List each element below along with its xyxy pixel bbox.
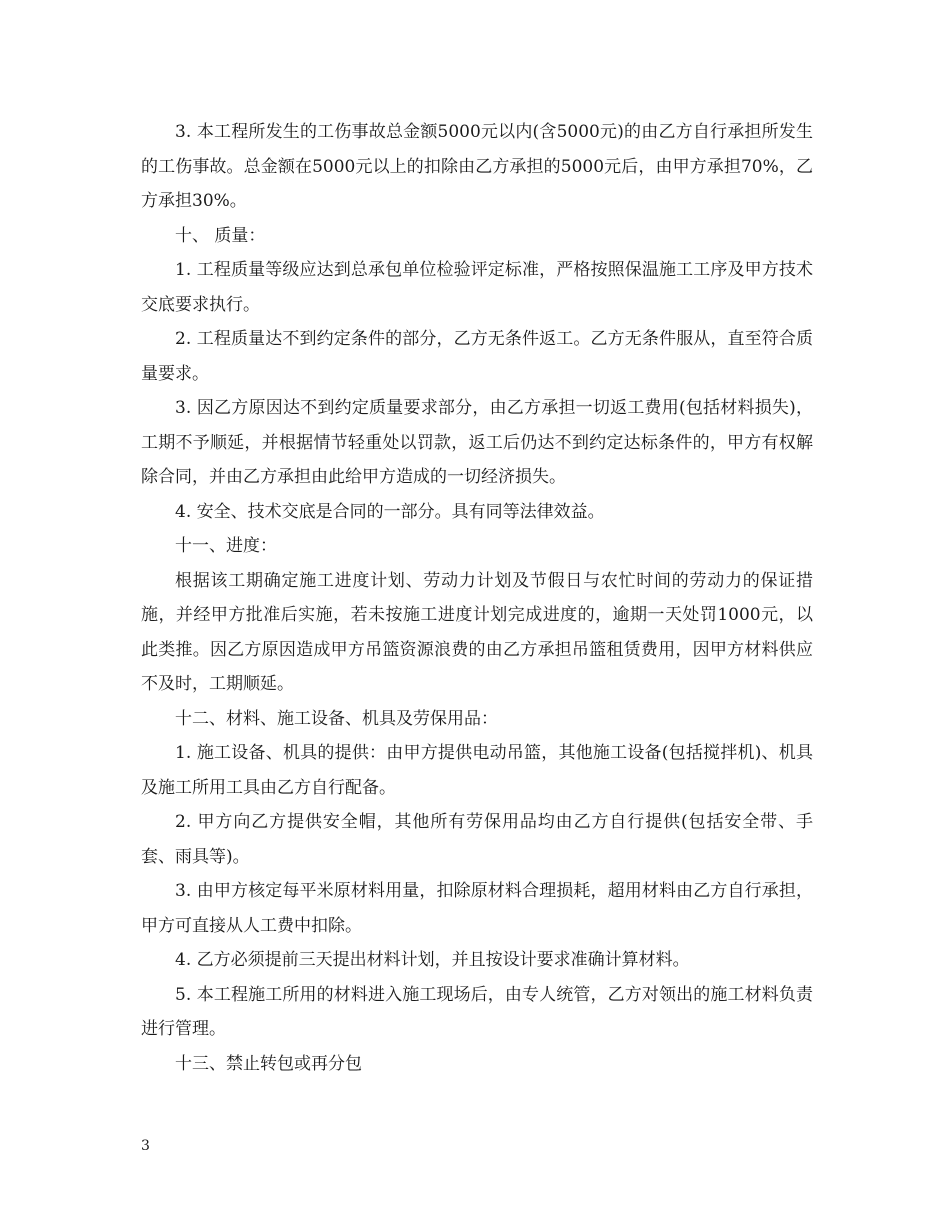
paragraph-safety-briefing: 4. 安全、技术交底是合同的一部分。具有同等法律效益。 <box>175 501 605 522</box>
paragraph-material-plan: 4. 乙方必须提前三天提出材料计划，并且按设计要求准确计算材料。 <box>175 950 690 970</box>
paragraph-quality-rework: 2. 工程质量达不到约定条件的部分，乙方无条件返工。乙方无条件服从，直至符合质量要求。 <box>141 329 813 384</box>
section-heading-subcontracting: 十三、禁止转包或再分包 <box>175 1053 362 1074</box>
paragraph-material-usage: 3. 由甲方核定每平米原材料用量，扣除原材料合理损耗，超用材料由乙方自行承担，甲方可直接从人工费中扣除。 <box>141 881 813 936</box>
section-heading-quality: 十、 质量： <box>175 225 266 246</box>
section-heading-schedule: 十一、进度： <box>175 536 277 556</box>
section-heading-materials: 十二、材料、施工设备、机具及劳保用品： <box>175 708 498 729</box>
page-number: 3 <box>141 1138 150 1154</box>
paragraph-injury-liability: 3. 本工程所发生的工伤事故总金额5000元以内(含5000元)的由乙方自行承担所发生的工伤事故。总金额在5000元以上的扣除由乙方承担的5000元后，由甲方承担70%，乙方承担30%。 <box>141 122 813 211</box>
document-body <box>141 115 813 1081</box>
paragraph-protective-gear: 2. 甲方向乙方提供安全帽，其他所有劳保用品均由乙方自行提供(包括安全带、手套、雨具等)。 <box>141 812 813 867</box>
paragraph-schedule-terms: 根据该工期确定施工进度计划、劳动力计划及节假日与农忙时间的劳动力的保证措施，并经甲方批准后实施，若未按施工进度计划完成进度的，逾期一天处罚1000元，以此类推。因乙方原因造成甲方吊篮资源浪费的由乙方承担吊篮租赁费用，因甲方材料供应不及时，工期顺延。 <box>141 570 813 694</box>
paragraph-quality-penalty: 3. 因乙方原因达不到约定质量要求部分，由乙方承担一切返工费用(包括材料损失)，工期不予顺延，并根据情节轻重处以罚款，返工后仍达不到约定达标条件的，甲方有权解除合同，并由乙方承担由此给甲方造成的一切经济损失。 <box>141 398 813 487</box>
paragraph-equipment-supply: 1. 施工设备、机具的提供：由甲方提供电动吊篮，其他施工设备(包括搅拌机)、机具及施工所用工具由乙方自行配备。 <box>141 743 813 798</box>
paragraph-material-management: 5. 本工程施工所用的材料进入施工现场后，由专人统管，乙方对领出的施工材料负责进行管理。 <box>141 984 813 1039</box>
paragraph-quality-standard: 1. 工程质量等级应达到总承包单位检验评定标准，严格按照保温施工工序及甲方技术交底要求执行。 <box>141 260 813 315</box>
